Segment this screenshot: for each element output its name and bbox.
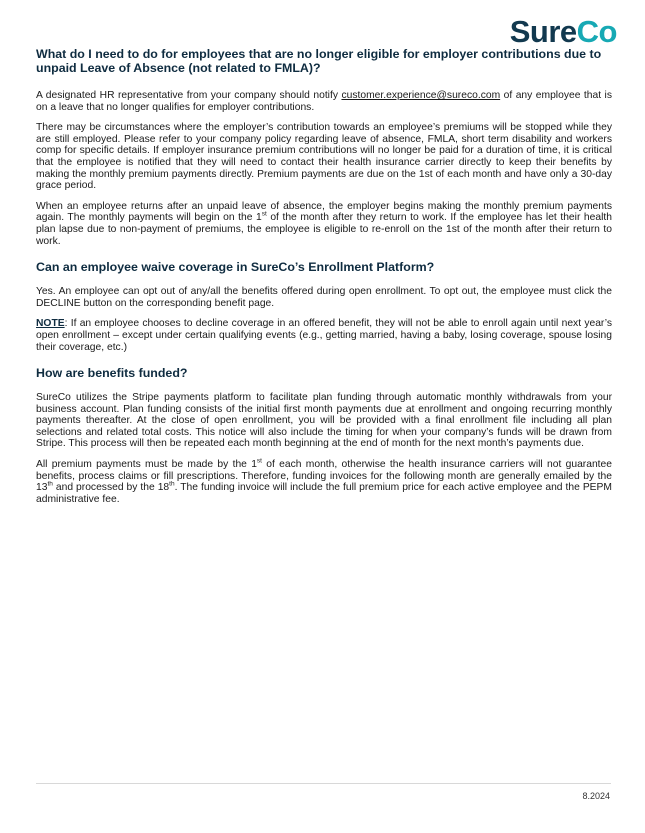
sureco-logo [510, 16, 617, 47]
superscript: th [47, 480, 53, 488]
section-heading-loa: What do I need to do for employees that are no longer eligible for employer contributions due to unpaid Leave of Absence (not related to FMLA)? [36, 47, 602, 75]
document-body [36, 47, 612, 514]
paragraph-stripe: SureCo utilizes the Stripe payments platform to facilitate plan funding through automatic monthly withdrawals from your business account. Plan funding consists of the initial first month payments due at enrollment and ongoing recurring monthly payments thereafter. At the close of open enrollment, you will be provided with a final enrollment file including all plan selections and related total costs. This notice will also include the timing for when your company’s funds will be drawn from Stripe. This process will then be repeated each month beginning at the end of month for the next month’s payments due. [36, 392, 612, 450]
text: of any employee that is on a leave that no longer qualifies for employer contributions. [36, 90, 612, 113]
note-label: NOTE [36, 318, 65, 330]
text: of the month after they return to work. If the employee has let their health plan lapse due to non-payment of premiums, the employee is eligible to re-enroll on the 1st of the month after their return to work. [36, 212, 612, 247]
text: When an employee returns after an unpaid leave of absence, the employer begins making the monthly premium payments again. The monthly payments will begin on the 1 [36, 200, 612, 224]
footer-divider [36, 783, 611, 784]
superscript: st [256, 457, 262, 465]
footer-date: 8.2024 [582, 791, 610, 801]
paragraph-return [36, 201, 612, 247]
text: of each month, otherwise the health insurance carriers will not guarantee benefits, process claims or fill prescriptions. Therefore, funding invoices for the following month are generally emailed by the 13 [36, 459, 612, 494]
text: : If an employee chooses to decline coverage in an offered benefit, they will not be able to enroll again until next year’s open enrollment – except under certain qualifying events (e.g., getting married, having a baby, losing coverage, spouse losing their coverage, etc.) [36, 318, 612, 353]
logo-text-co: Co [576, 14, 617, 49]
paragraph-circumstances: There may be circumstances where the employer’s contribution towards an employee’s premiums will be stopped while they are still employed. Please refer to your company policy regarding leave of absence, FMLA, short term disability and workers comp for specific details. If employer insurance premium contributions will no longer be paid for a duration of time, it is critical that the employee is notified that they will need to contact their health insurance carrier directly to keep their benefits by making the monthly premium payments directly. Premium payments are due on the 1st of each month and have only a 30-day grace period. [36, 122, 612, 192]
paragraph-opt-out: Yes. An employee can opt out of any/all the benefits offered during open enrollment. To opt out, the employee must click the DECLINE button on the corresponding benefit page. [36, 286, 612, 309]
section-heading-waive: Can an employee waive coverage in SureCo’s Enrollment Platform? [36, 260, 435, 275]
text: . The funding invoice will include the full premium price for each active employee and the PEPM administrative fee. [36, 482, 612, 505]
paragraph-premium-payments [36, 459, 612, 505]
text: All premium payments must be made by the 1 [36, 459, 257, 471]
paragraph-notify [36, 90, 612, 113]
superscript: th [169, 480, 175, 488]
logo-text-sure: Sure [509, 14, 577, 49]
paragraph-note [36, 318, 612, 353]
superscript: st [261, 210, 267, 218]
text: A designated HR representative from your company should notify [36, 90, 342, 101]
section-heading-funding: How are benefits funded? [36, 366, 188, 381]
text: and processed by the 18 [52, 482, 170, 494]
email-link[interactable]: customer.experience@sureco.com [341, 90, 501, 101]
